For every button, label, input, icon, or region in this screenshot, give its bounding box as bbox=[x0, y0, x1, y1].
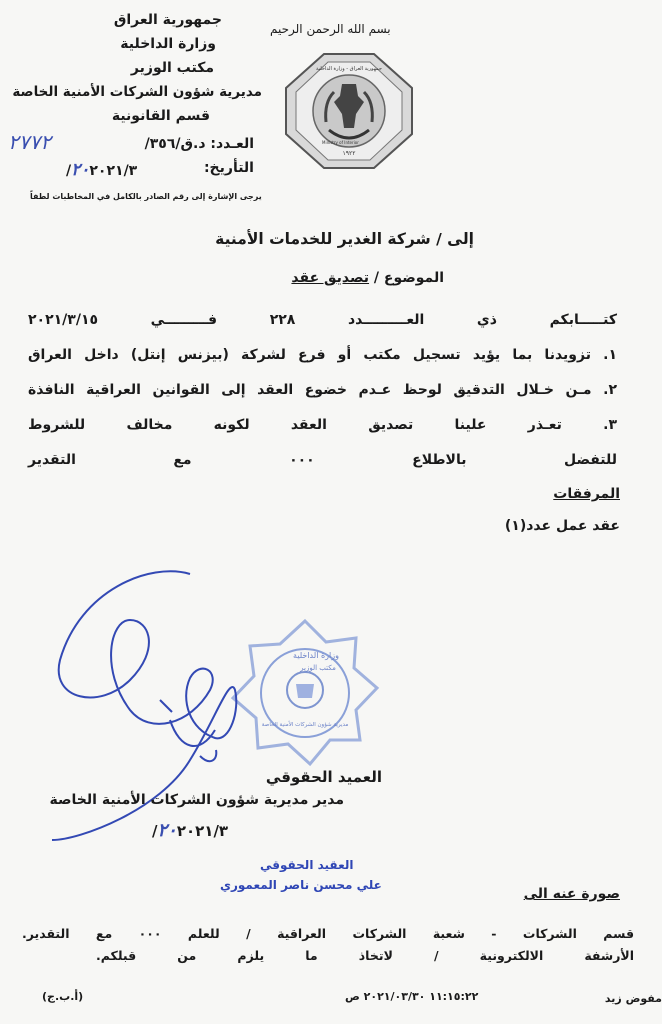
signatory-title: مدير مديرية شؤون الشركات الأمنية الخاصة bbox=[49, 792, 344, 808]
copy-to-line-1: قسم الشركات - شعبة الشركات العراقية / للعلم ٠٠٠ مع التقدير. bbox=[22, 926, 634, 941]
signature-date: ٢٠٢٠٢١/٣/ bbox=[152, 820, 229, 841]
copy-to-line-2: الأرشفة الالكترونية / لاتخاذ ما يلزم من قبلكم. bbox=[96, 948, 634, 963]
header-ministry: وزارة الداخلية bbox=[120, 36, 216, 52]
bismillah: بسم الله الرحمن الرحيم bbox=[270, 22, 391, 36]
document-number-handwritten: ٢٧٧٢ bbox=[8, 130, 51, 154]
copy-to-label: صورة عنه الى bbox=[523, 886, 620, 902]
emblem-arc-text: جمهورية العراق - وزارة الداخلية bbox=[316, 66, 382, 72]
header-directorate: مديرية شؤون الشركات الأمنية الخاصة bbox=[12, 84, 262, 100]
document-date-value: ٢٠٢٠٢١/٣/ bbox=[66, 160, 138, 180]
reference-note: يرجى الإشارة إلى رقم الصادر بالكامل في المخاطبات لطفاً bbox=[30, 192, 262, 201]
name-stamp-line-2: علي محسن ناصر المعموري bbox=[220, 878, 382, 892]
recipient: إلى / شركة الغدير للخدمات الأمنية bbox=[215, 230, 474, 248]
attachments-item: عقد عمل عدد(١) bbox=[504, 518, 620, 534]
emblem-english-name: Ministry of Interior bbox=[322, 140, 359, 145]
footer-initials: (أ.ب.ج) bbox=[42, 990, 84, 1003]
footer-timestamp: ١١:١٥:٢٢ ٢٠٢١/٠٣/٣٠ ص bbox=[345, 990, 479, 1003]
header-country: جمهورية العراق bbox=[113, 12, 222, 28]
header-department: قسم القانونية bbox=[111, 108, 210, 124]
body-reference-line: كتـــــابكم ذي العـــــــــدد ٢٢٨ فـــــــــي ٢٠٢١/٣/١٥ bbox=[28, 312, 617, 328]
subject-value: تصديق عقد bbox=[291, 270, 370, 286]
signatory-rank-name: العميد الحقوقي bbox=[265, 768, 382, 786]
header-office: مكتب الوزير bbox=[130, 60, 214, 76]
footer-clerk: مفوض زيد bbox=[604, 992, 662, 1005]
ministry-emblem bbox=[284, 52, 414, 170]
document-date-label: التأريخ: bbox=[203, 160, 254, 176]
seal-text-bottom: مديرية شؤون الشركات الأمنية الخاصة bbox=[261, 722, 349, 728]
body-point-3: ٣. تعـذر علينا تصديق العقد لكونه مخالف للشروط bbox=[28, 417, 617, 433]
seal-text-mid: مكتب الوزير bbox=[300, 664, 336, 672]
body-point-1: ١. تزويدنا بما يؤيد تسجيل مكتب أو فرع لشركة (بيزنس إنتل) داخل العراق bbox=[28, 347, 617, 363]
emblem-year: ١٩٢٢ bbox=[342, 150, 356, 157]
body-closing: للتفضل بالاطلاع ٠٠٠ مع التقدير bbox=[28, 452, 617, 468]
seal-text-top: وزارة الداخلية bbox=[293, 651, 339, 660]
name-stamp-line-1: العقيد الحقوقي bbox=[260, 858, 354, 872]
issuer-header bbox=[2, 10, 262, 210]
subject-line bbox=[291, 270, 444, 286]
document-number-label: العـدد: د.ق/٣٥٦/ bbox=[144, 136, 254, 152]
attachments-label: المرفقات bbox=[553, 486, 620, 502]
body-point-2: ٢. مـن خـلال التدقيق لوحظ عـدم خضوع العقد إلى القوانين العراقية النافذة bbox=[28, 382, 617, 398]
subject-label: الموضوع / bbox=[373, 270, 444, 286]
